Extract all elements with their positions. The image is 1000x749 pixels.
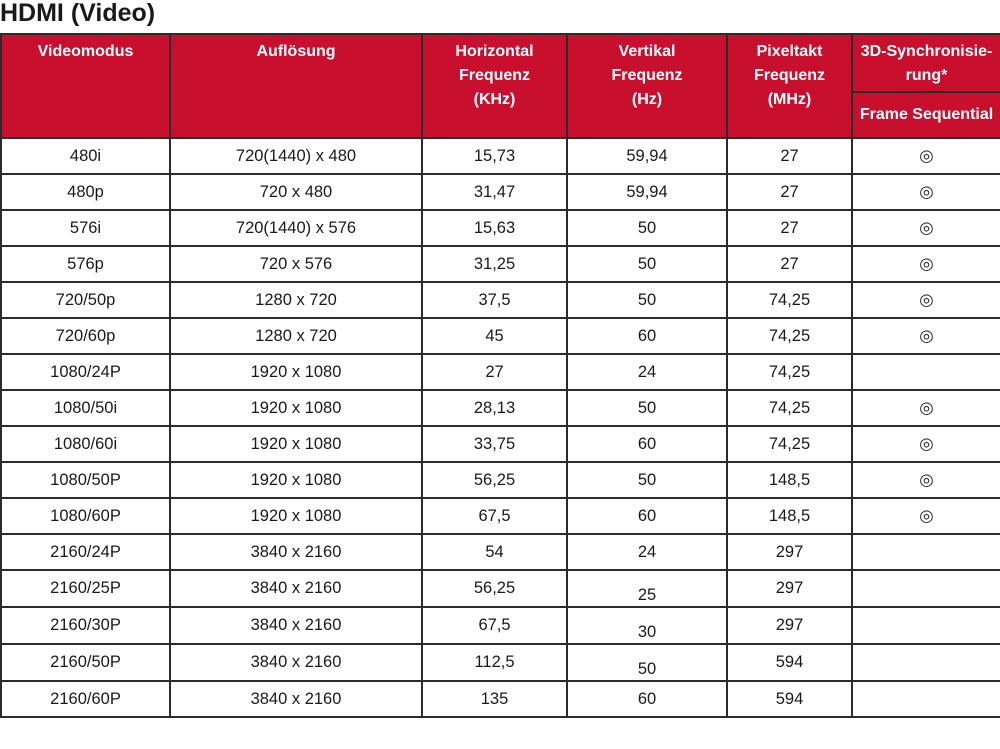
cell-videomodus: 2160/25P xyxy=(1,570,170,607)
cell-pixeltakt-frequenz: 74,25 xyxy=(727,282,852,318)
cell-frame-sequential: ◎ xyxy=(852,246,1000,282)
cell-frame-sequential: ◎ xyxy=(852,390,1000,426)
header-line: rung* xyxy=(905,67,948,84)
cell-vertikal-frequenz: 50 xyxy=(567,644,727,681)
table-row xyxy=(1,426,1000,462)
cell-frame-sequential xyxy=(852,607,1000,644)
cell-horizontal-frequenz: 67,5 xyxy=(422,607,567,644)
cell-pixeltakt-frequenz: 148,5 xyxy=(727,498,852,534)
cell-pixeltakt-frequenz: 594 xyxy=(727,681,852,717)
cell-vertikal-frequenz: 50 xyxy=(567,246,727,282)
cell-videomodus: 2160/30P xyxy=(1,607,170,644)
table-row xyxy=(1,282,1000,318)
cell-horizontal-frequenz: 15,73 xyxy=(422,138,567,174)
cell-frame-sequential: ◎ xyxy=(852,138,1000,174)
cell-horizontal-frequenz: 135 xyxy=(422,681,567,717)
cell-frame-sequential xyxy=(852,681,1000,717)
cell-frame-sequential: ◎ xyxy=(852,426,1000,462)
table-row xyxy=(1,210,1000,246)
cell-pixeltakt-frequenz: 297 xyxy=(727,534,852,570)
cell-frame-sequential xyxy=(852,644,1000,681)
cell-vertikal-frequenz: 59,94 xyxy=(567,174,727,210)
header-pixeltakt-frequenz xyxy=(727,34,852,138)
cell-frame-sequential xyxy=(852,570,1000,607)
cell-frame-sequential: ◎ xyxy=(852,462,1000,498)
cell-pixeltakt-frequenz: 27 xyxy=(727,210,852,246)
header-3d-synchronisierung xyxy=(852,34,1000,92)
cell-frame-sequential xyxy=(852,534,1000,570)
cell-pixeltakt-frequenz: 148,5 xyxy=(727,462,852,498)
table-row xyxy=(1,570,1000,607)
table-row xyxy=(1,390,1000,426)
cell-horizontal-frequenz: 45 xyxy=(422,318,567,354)
cell-horizontal-frequenz: 56,25 xyxy=(422,570,567,607)
cell-aufloesung: 720 x 480 xyxy=(170,174,422,210)
cell-aufloesung: 3840 x 2160 xyxy=(170,681,422,717)
cell-videomodus: 1080/50i xyxy=(1,390,170,426)
cell-pixeltakt-frequenz: 74,25 xyxy=(727,426,852,462)
cell-aufloesung: 1280 x 720 xyxy=(170,282,422,318)
table-row xyxy=(1,498,1000,534)
table-row xyxy=(1,607,1000,644)
cell-videomodus: 1080/24P xyxy=(1,354,170,390)
cell-pixeltakt-frequenz: 74,25 xyxy=(727,354,852,390)
cell-horizontal-frequenz: 112,5 xyxy=(422,644,567,681)
cell-horizontal-frequenz: 37,5 xyxy=(422,282,567,318)
cell-horizontal-frequenz: 54 xyxy=(422,534,567,570)
cell-videomodus: 480i xyxy=(1,138,170,174)
cell-vertikal-frequenz: 30 xyxy=(567,607,727,644)
cell-videomodus: 576p xyxy=(1,246,170,282)
header-line: Frequenz xyxy=(458,67,531,84)
cell-frame-sequential: ◎ xyxy=(852,174,1000,210)
table-header xyxy=(1,34,1000,138)
cell-videomodus: 2160/50P xyxy=(1,644,170,681)
cell-horizontal-frequenz: 67,5 xyxy=(422,498,567,534)
cell-horizontal-frequenz: 15,63 xyxy=(422,210,567,246)
cell-vertikal-frequenz: 24 xyxy=(567,534,727,570)
cell-frame-sequential: ◎ xyxy=(852,318,1000,354)
cell-aufloesung: 3840 x 2160 xyxy=(170,534,422,570)
cell-pixeltakt-frequenz: 27 xyxy=(727,174,852,210)
header-line: Horizontal xyxy=(455,43,534,60)
cell-horizontal-frequenz: 27 xyxy=(422,354,567,390)
cell-pixeltakt-frequenz: 27 xyxy=(727,138,852,174)
cell-videomodus: 480p xyxy=(1,174,170,210)
cell-aufloesung: 1920 x 1080 xyxy=(170,354,422,390)
table-row xyxy=(1,462,1000,498)
table-row xyxy=(1,246,1000,282)
cell-videomodus: 576i xyxy=(1,210,170,246)
cell-vertikal-frequenz: 50 xyxy=(567,210,727,246)
cell-vertikal-frequenz: 60 xyxy=(567,426,727,462)
hdmi-video-timing-table xyxy=(0,33,1000,718)
header-line: Pixeltakt xyxy=(756,43,823,60)
cell-horizontal-frequenz: 33,75 xyxy=(422,426,567,462)
cell-frame-sequential: ◎ xyxy=(852,210,1000,246)
cell-videomodus: 2160/60P xyxy=(1,681,170,717)
header-aufloesung: Auflösung xyxy=(170,34,422,138)
cell-frame-sequential: ◎ xyxy=(852,282,1000,318)
header-horizontal-frequenz xyxy=(422,34,567,138)
cell-aufloesung: 3840 x 2160 xyxy=(170,644,422,681)
cell-pixeltakt-frequenz: 297 xyxy=(727,607,852,644)
header-line: 3D-Synchronisie- xyxy=(860,43,993,60)
cell-videomodus: 1080/60i xyxy=(1,426,170,462)
cell-frame-sequential: ◎ xyxy=(852,498,1000,534)
cell-pixeltakt-frequenz: 74,25 xyxy=(727,318,852,354)
cell-horizontal-frequenz: 28,13 xyxy=(422,390,567,426)
cell-aufloesung: 1280 x 720 xyxy=(170,318,422,354)
cell-vertikal-frequenz: 24 xyxy=(567,354,727,390)
cell-aufloesung: 1920 x 1080 xyxy=(170,462,422,498)
cell-videomodus: 1080/60P xyxy=(1,498,170,534)
page-title: HDMI (Video) xyxy=(0,0,156,27)
header-line: (MHz) xyxy=(767,91,812,108)
cell-aufloesung: 1920 x 1080 xyxy=(170,426,422,462)
cell-horizontal-frequenz: 31,25 xyxy=(422,246,567,282)
header-videomodus: Videomodus xyxy=(1,34,170,138)
cell-vertikal-frequenz: 60 xyxy=(567,681,727,717)
cell-vertikal-frequenz: 50 xyxy=(567,462,727,498)
header-vertikal-frequenz xyxy=(567,34,727,138)
cell-videomodus: 720/60p xyxy=(1,318,170,354)
cell-videomodus: 2160/24P xyxy=(1,534,170,570)
table-row xyxy=(1,681,1000,717)
table-row xyxy=(1,354,1000,390)
header-line: Vertikal xyxy=(618,43,676,60)
header-line: Frequenz xyxy=(753,67,826,84)
header-line: Frequenz xyxy=(611,67,683,84)
cell-videomodus: 720/50p xyxy=(1,282,170,318)
header-line: (KHz) xyxy=(473,91,516,108)
table-row xyxy=(1,534,1000,570)
cell-vertikal-frequenz: 25 xyxy=(567,570,727,607)
cell-vertikal-frequenz: 59,94 xyxy=(567,138,727,174)
cell-aufloesung: 1920 x 1080 xyxy=(170,498,422,534)
table-row xyxy=(1,138,1000,174)
table-row xyxy=(1,318,1000,354)
cell-vertikal-frequenz: 50 xyxy=(567,390,727,426)
table-row xyxy=(1,644,1000,681)
cell-vertikal-frequenz: 60 xyxy=(567,318,727,354)
cell-vertikal-frequenz: 60 xyxy=(567,498,727,534)
header-line: (Hz) xyxy=(631,91,663,108)
cell-pixeltakt-frequenz: 74,25 xyxy=(727,390,852,426)
cell-aufloesung: 720 x 576 xyxy=(170,246,422,282)
cell-aufloesung: 1920 x 1080 xyxy=(170,390,422,426)
table-row xyxy=(1,174,1000,210)
cell-pixeltakt-frequenz: 27 xyxy=(727,246,852,282)
cell-frame-sequential xyxy=(852,354,1000,390)
cell-pixeltakt-frequenz: 297 xyxy=(727,570,852,607)
cell-videomodus: 1080/50P xyxy=(1,462,170,498)
cell-aufloesung: 720(1440) x 576 xyxy=(170,210,422,246)
cell-horizontal-frequenz: 56,25 xyxy=(422,462,567,498)
cell-aufloesung: 3840 x 2160 xyxy=(170,570,422,607)
cell-aufloesung: 720(1440) x 480 xyxy=(170,138,422,174)
table-body xyxy=(1,138,1000,717)
cell-aufloesung: 3840 x 2160 xyxy=(170,607,422,644)
header-frame-sequential: Frame Sequential xyxy=(852,92,1000,138)
cell-pixeltakt-frequenz: 594 xyxy=(727,644,852,681)
cell-horizontal-frequenz: 31,47 xyxy=(422,174,567,210)
cell-vertikal-frequenz: 50 xyxy=(567,282,727,318)
